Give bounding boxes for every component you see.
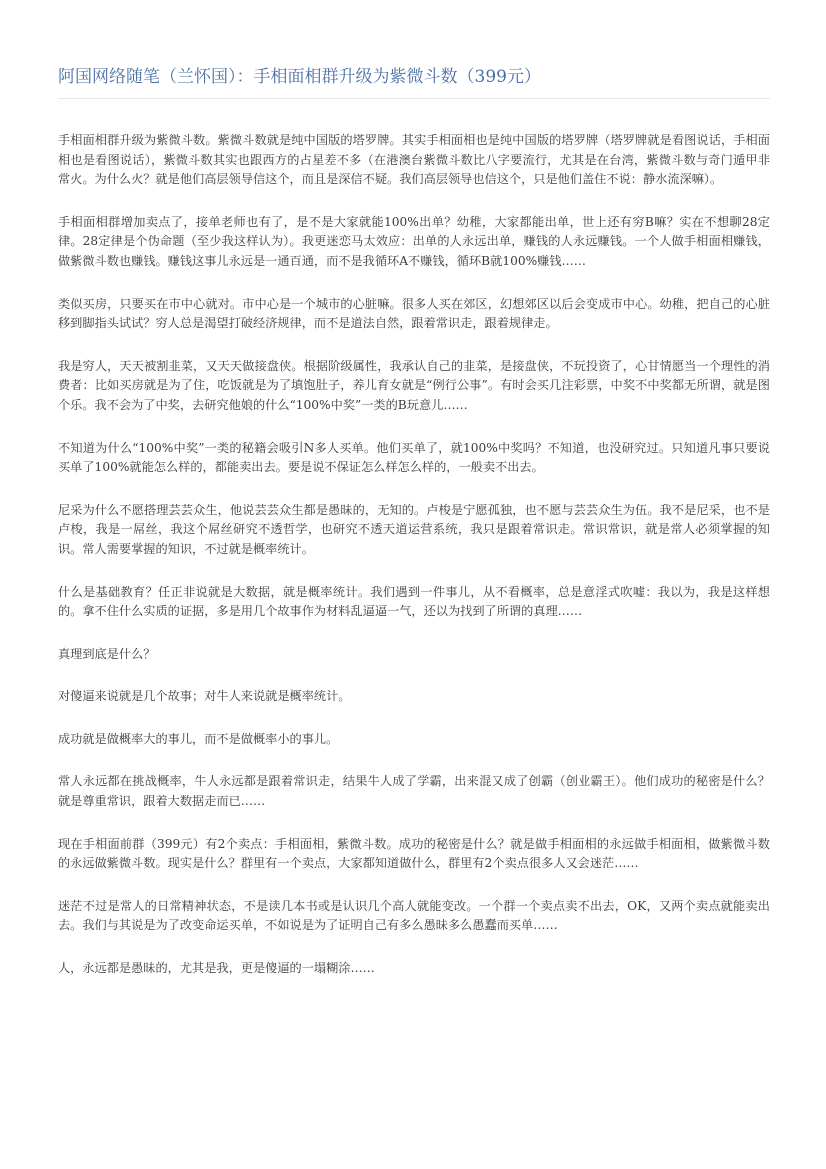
paragraph: 不知道为什么“100%中奖”一类的秘籍会吸引N多人买单。他们买单了，就100%中奖吗？不知道，也没研究过。只知道凡事只要说买单了100%就能怎么样的，都能卖出去。要是说不保证怎么样怎么样的，一般卖不出去。 bbox=[58, 440, 770, 475]
paragraph: 人，永远都是愚昧的，尤其是我，更是傻逼的一塌糊涂…… bbox=[58, 961, 375, 976]
paragraph: 手相面相群增加卖点了，接单老师也有了，是不是大家就能100%出单？幼稚，大家都能出单，世上还有穷B嘛？实在不想聊28定律。28定律是个伪命题（至少我这样认为）。我更迷恋马太效应：出单的人永远出单，赚钱的人永远赚钱。一个人做手相面相赚钱，做紫微斗数也赚钱。赚钱这事儿永远是一通百通，而不是我循环A不赚钱，循环B就100%赚钱…… bbox=[58, 214, 770, 268]
paragraph: 尼采为什么不愿搭理芸芸众生，他说芸芸众生都是愚昧的，无知的。卢梭是宁愿孤独，也不愿与芸芸众生为伍。我不是尼采，也不是卢梭，我是一屌丝，我这个屌丝研究不透哲学，也研究不透天道运营系统，我只是跟着常识走。常识常识，就是常人必须掌握的知识。常人需要掌握的知识，不过就是概率统计。 bbox=[58, 502, 770, 556]
paragraph: 什么是基础教育？任正非说就是大数据，就是概率统计。我们遇到一件事儿，从不看概率，总是意淫式吹嘘：我以为，我是这样想的。拿不住什么实质的证据，多是用几个故事作为材料乱逼逼一气，还以为找到了所谓的真理…… bbox=[58, 584, 770, 619]
article-body bbox=[58, 131, 770, 979]
paragraph: 常人永远都在挑战概率，牛人永远都是跟着常识走，结果牛人成了学霸，出来混又成了创霸（创业霸王）。他们成功的秘密是什么？就是尊重常识，跟着大数据走而已…… bbox=[58, 774, 770, 809]
paragraph: 我是穷人，天天被割韭菜，又天天做接盘侠。根据阶级属性，我承认自己的韭菜，是接盘侠，不玩投资了，心甘情愿当一个理性的消费者：比如买房就是为了住，吃饭就是为了填饱肚子，养儿育女就是“例行公事”。有时会买几注彩票，中奖不中奖都无所谓，就是图个乐。我不会为了中奖，去研究他娘的什么“100%中奖”一类的B玩意儿…… bbox=[58, 358, 770, 412]
paragraph: 成功就是做概率大的事儿，而不是做概率小的事儿。 bbox=[58, 731, 339, 746]
paragraph: 手相面相群升级为紫微斗数。紫微斗数就是纯中国版的塔罗牌。其实手相面相也是纯中国版的塔罗牌（塔罗牌就是看图说话，手相面相也是看图说话），紫微斗数其实也跟西方的占星差不多（在港澳台紫微斗数比八字要流行，尤其是在台湾，紫微斗数与奇门遁甲非常火。为什么火？就是他们高层领导信这个，而且是深信不疑。我们高层领导也信这个，只是他们盖住不说：静水流深嘛）。 bbox=[58, 133, 770, 187]
paragraph: 类似买房，只要买在市中心就对。市中心是一个城市的心脏嘛。很多人买在郊区，幻想郊区以后会变成市中心。幼稚，把自己的心脏移到脚指头试试？穷人总是渴望打破经济规律，而不是道法自然，跟着常识走，跟着规律走。 bbox=[58, 296, 770, 331]
paragraph: 迷茫不过是常人的日常精神状态，不是读几本书或是认识几个高人就能变改。一个群一个卖点卖不出去，OK，又两个卖点就能卖出去。我们与其说是为了改变命运买单，不如说是为了证明自己有多么愚昧多么愚蠢而买单…… bbox=[58, 898, 770, 933]
page-title: 阿国网络随笔（兰怀国）：手相面相群升级为紫微斗数（399元） bbox=[58, 67, 541, 87]
paragraph: 对傻逼来说就是几个故事；对牛人来说就是概率统计。 bbox=[58, 689, 351, 704]
title-divider bbox=[58, 98, 770, 99]
paragraph: 现在手相面前群（399元）有2个卖点：手相面相，紫微斗数。成功的秘密是什么？就是做手相面相的永远做手相面相，做紫微斗数的永远做紫微斗数。现实是什么？群里有一个卖点，大家都知道做什么，群里有2个卖点很多人又会迷茫…… bbox=[58, 836, 770, 871]
paragraph: 真理到底是什么？ bbox=[58, 646, 156, 661]
article-page bbox=[58, 0, 770, 1002]
